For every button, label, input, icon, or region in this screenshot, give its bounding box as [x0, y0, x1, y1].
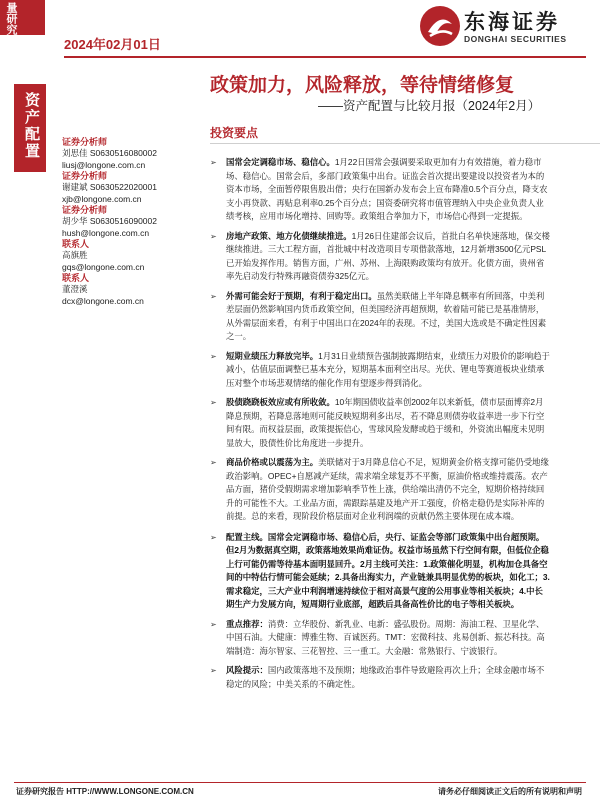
analyst-email[interactable]: liusj@longone.com.cn [62, 159, 146, 170]
key-point-text: 期生产力发展方向，短周期行业底部，超跌后具备高性价比的电子等相关板块。 [226, 599, 520, 609]
analyst-email[interactable]: hush@longone.com.cn [62, 227, 150, 238]
key-point-text: 差层面仍然影响国内货币政策空间，但美国经济再超预期，软着陆可能已是基准情形， [226, 304, 545, 314]
key-point-text: 1月31日业绩预告强制披露期结束，业绩压力对股价的影响趋于 [318, 350, 550, 361]
key-point-text: 10年期国债收益率创2002年以来新低，债市层面博弈2月 [334, 397, 544, 407]
key-point-text: 端制造：海尔智家、三花智控、三一重工。大金融：常熟银行、宁波银行。 [226, 645, 503, 656]
bullet-arrow-icon: ➢ [210, 458, 217, 467]
key-point-lead: 风险提示： [226, 665, 268, 675]
key-point-text: 率先启动发行特殊再融资债券325亿元。 [226, 271, 374, 281]
analyst-name: 刘思佳 S0630516080002 [62, 148, 157, 158]
report-subtitle: ——资产配置与比较月报（2024年2月） [318, 99, 541, 113]
key-point-text: 需求稳定，三大产业中利润增速持续位于相对高景气度的公用事业等相关板块；4.中长 [226, 585, 543, 596]
logo-chinese-name: 东海证券 [464, 11, 560, 34]
logo-english-name: DONGHAI SECURITIES [464, 34, 567, 44]
footer-website: 证券研究报告 HTTP://WWW.LONGONE.COM.CN [16, 787, 194, 796]
key-point-text: 间的中特估行情可能会延续；2.具备出海实力，产业链兼具明显优势的板块，如化工；3. [226, 572, 550, 582]
key-point-text: 场、稳信心。国常会后，多部门政策集中出台。证监会首次提出要建设以投资者为本的 [226, 170, 545, 181]
key-point-item [206, 456, 600, 524]
analyst-role: 联系人 [62, 239, 90, 249]
analyst-role: 联系人 [62, 273, 90, 283]
analyst-list [62, 137, 192, 307]
logo-emblem-icon [418, 4, 462, 48]
bullet-arrow-icon: ➢ [210, 532, 217, 542]
key-point-lead: 短期业绩压力释放完毕。 [226, 350, 319, 361]
key-point-text: 国内政策落地不及预期；地缘政治事件导致避险再次上升；全球金融市场不 [267, 665, 545, 675]
key-point-text: 中国石油。大健康：博雅生物、百诚医药。TMT：宏微科技、兆易创新、振芯科技。高 [226, 632, 545, 642]
key-point-lead: 外需可能会好于预期，有利于稳定出口。 [226, 290, 377, 301]
report-date: 2024年02月01日 [64, 37, 161, 52]
key-point-text: 1月26日住建部会议后，首批白名单快速落地，保交楼 [351, 230, 550, 241]
key-point-text: 前提。总的来看，现阶段价格层面对企业利润端的贡献仍然主要体现在成本端。 [226, 511, 520, 521]
report-type-text: 量研究 [5, 2, 17, 35]
key-point-lead: 房地产政策、地方化债继续推进。 [226, 230, 352, 241]
key-points-list [206, 150, 600, 691]
analyst-role: 证券分析师 [62, 205, 108, 215]
key-point-text: 降息预期，若降息落地则可能反映短期利多出尽，若不降息则债券收益率进一步下行空 [226, 410, 545, 421]
company-logo [418, 4, 590, 52]
category-tab [14, 84, 46, 172]
key-point-text: 压对整个市场悲观情绪的催化作用有望逐步得到消化。 [226, 377, 427, 388]
analyst-email[interactable]: gqs@longone.com.cn [62, 261, 145, 272]
key-point-text: 已开始发挥作用。销售方面，广州、苏州、上海限购政策均有放开。化债方面，贵州省 [226, 257, 545, 268]
key-point-text: 升的可能性不大。工业品方面，需跟踪基建及地产开工强度，价格走稳仍是实际补库的 [226, 497, 545, 508]
analyst-name: 高旗胜 [62, 250, 88, 260]
analyst-name: 谢建斌 S0630522020001 [62, 182, 157, 192]
key-point-text: 间有限。而权益层面，政策提振信心，雪球风险发酵或趋于缓和，外资流出幅度未见明 [226, 424, 545, 434]
key-point-lead: 商品价格或以震荡为主。 [226, 457, 319, 467]
footer-disclaimer: 请务必仔细阅读正文后的所有说明和声明 [438, 787, 582, 796]
analyst-email[interactable]: xjb@longone.com.cn [62, 193, 142, 204]
bullet-arrow-icon: ➢ [210, 158, 217, 167]
key-point-item [206, 290, 600, 344]
bullet-arrow-icon: ➢ [210, 619, 217, 629]
key-point-text: 从外需层面来看，有利于中国出口在2024年的表现。不过，美国大选或是不确定性因素 [226, 317, 547, 328]
bullet-arrow-icon: ➢ [210, 666, 217, 675]
key-points-title: 投资要点 [210, 126, 259, 140]
report-title: 政策加力，风险释放，等待情绪修复 [210, 75, 515, 96]
key-point-text: 政治影响。OPEC+自愿减产延续，需求端全球复苏不平衡，原油价格或维持震荡。农产 [226, 470, 548, 481]
footer-divider [14, 782, 586, 783]
key-point-text: 支小再贷款、再贴息利率0.25个百分点；国资委研究将市值管理纳入中央企业负责人业 [226, 197, 544, 208]
analyst-role: 证券分析师 [62, 171, 108, 181]
key-point-lead: 重点推荐： [226, 618, 268, 629]
key-point-item [206, 156, 600, 224]
key-point-text: 显放大，股债性价比角度进一步提升。 [226, 437, 369, 448]
key-point-item [206, 350, 600, 391]
key-point-text: 之一。 [226, 331, 252, 341]
key-point-item [206, 230, 600, 284]
analyst-name: 董澄溪 [62, 284, 88, 294]
key-point-item [206, 618, 600, 659]
key-point-item [206, 664, 600, 691]
report-type-tag [0, 0, 45, 35]
bullet-arrow-icon: ➢ [210, 231, 217, 241]
bullet-arrow-icon: ➢ [210, 398, 217, 407]
key-point-text: 消费：立华股份、新乳业、电新：盛弘股份。周期：海油工程、卫星化学、 [267, 618, 545, 629]
key-point-text: 但2月为数据真空期，政策落地效果尚难证伪。权益市场虽然下行空间有限，但低位企稳 [226, 545, 549, 555]
key-point-item [206, 531, 600, 612]
key-point-lead: 配置主线。 [226, 531, 268, 542]
key-point-text: 虽然美联储上半年降息概率有所回落，中美利 [376, 290, 545, 301]
key-point-lead: 股债跷跷板效应或有所收敛。 [226, 397, 335, 407]
key-point-text: 绩考核，应用市场化增持、回购等。政策组合拳加力下，市场信心得到一定提振。 [226, 211, 528, 221]
analyst-email[interactable]: dcx@longone.com.cn [62, 295, 144, 306]
header-divider [64, 56, 586, 58]
key-point-lead: 国常会定调稳市场、稳信心。 [226, 157, 335, 167]
key-point-text: 品方面，猪价受假期需求增加影响季节性上涨，供给端出清仍不完全，短期价格持续回 [226, 484, 545, 494]
bullet-arrow-icon: ➢ [210, 351, 217, 361]
category-label: 资产配置 [23, 92, 40, 160]
key-point-text: 上行可能仍需等待基本面明显回升。2月主线可关注：1.政策催化明显，机构加仓具备空 [226, 558, 548, 569]
key-point-text: 1月22日国常会强调要采取更加有力有效措施，着力稳市 [334, 157, 542, 167]
bullet-arrow-icon: ➢ [210, 291, 217, 301]
key-points-divider [210, 143, 600, 144]
key-point-text: 稳定的风险；中美关系的不确定性。 [226, 678, 360, 689]
key-point-text: 继续推进。三大工程方面，首批城中村改造项目专项借款落地，12月新增3500亿元PSL [226, 244, 547, 254]
key-point-text: 国常会定调稳市场、稳信心后，央行、证监会等部门政策集中出台超预期。 [267, 531, 545, 542]
analyst-name: 胡少华 S0630516090002 [62, 216, 157, 226]
key-point-text: 美联储对于3月降息信心不足，短期黄金价格支撑可能仍受地缘 [318, 457, 549, 467]
key-point-text: 资本市场，全面暂停限售股出借；央行在国新办发布会上宣布降准0.5个百分点，降支农 [226, 184, 548, 194]
key-point-text: 减小，估值层面调整已基本充分，短期基本面利空出尽。光伏、锂电等赛道板块业绩承 [226, 364, 545, 374]
analyst-role: 证券分析师 [62, 137, 108, 147]
key-point-item [206, 396, 600, 450]
